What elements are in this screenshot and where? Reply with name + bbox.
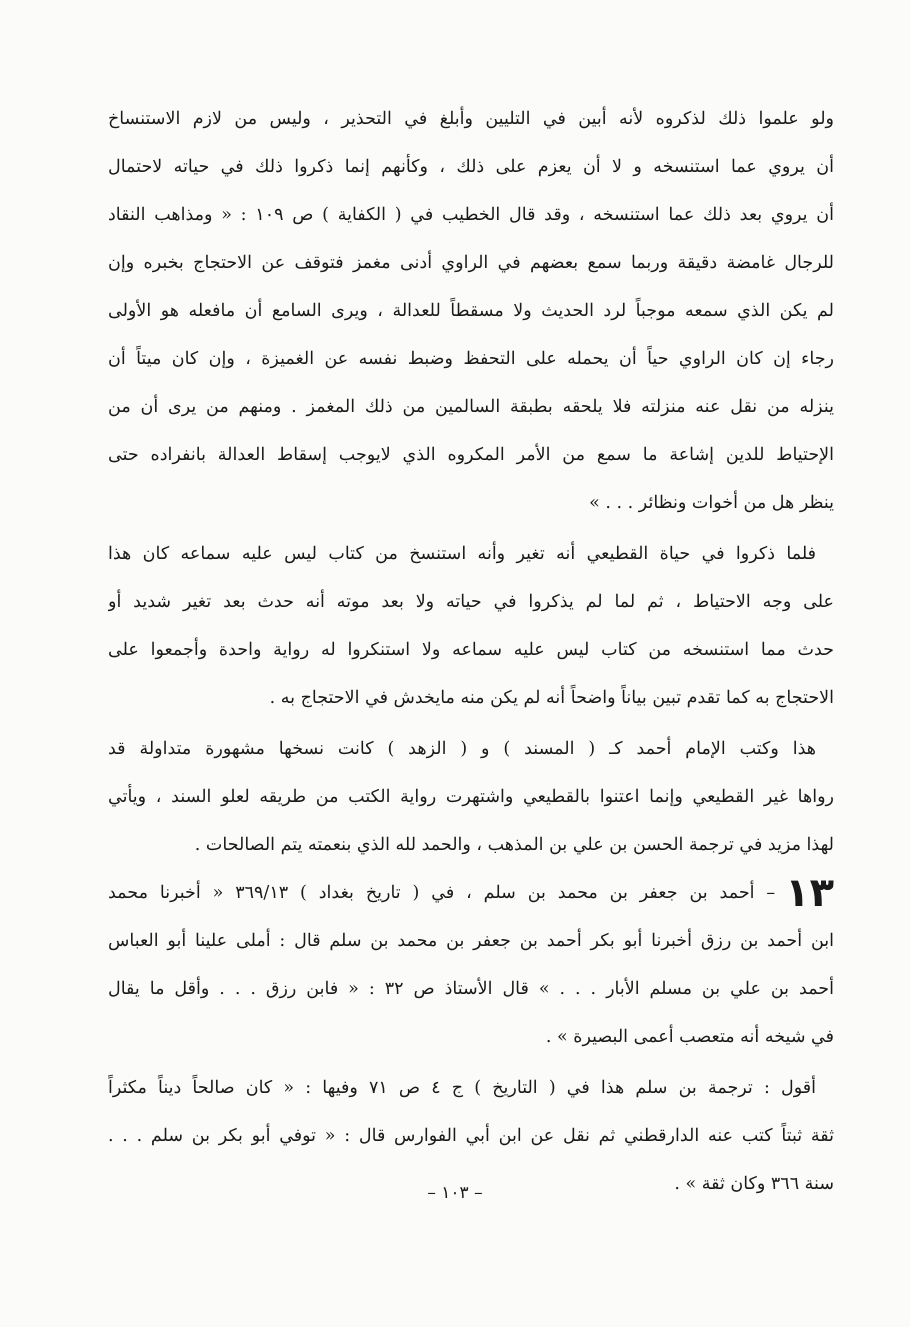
paragraph-3 xyxy=(108,725,834,869)
text-line: ابن أحمد بن رزق أخبرنا أبو بكر أحمد بن جعفر بن محمد بن سلم قال : أملى علينا أبو العباس xyxy=(108,931,834,951)
text-line: الإحتياط للدين إشاعة ما سمع من الأمر المكروه الذي لايوجب إسقاط العدالة بانفراده حتى xyxy=(108,445,834,465)
text-line: ولو علموا ذلك لذكروه لأنه أبين في التليين وأبلغ في التحذير ، وليس من لازم الاستنساخ xyxy=(108,109,834,129)
entry-heading-text: – أحمد بن جعفر بن محمد بن سلم ، في ( تاريخ بغداد ) ٣٦٩/١٣ « أخبرنا محمد xyxy=(108,883,776,903)
text-line: رواها غير القطيعي وإنما اعتنوا بالقطيعي واشتهرت رواية الكتب من طريقه لعلو السند ، ويأتي xyxy=(108,787,834,807)
text-line: حدث مما استنسخه من كتاب ليس عليه سماعه ولا استنكروا له رواية واحدة وأجمعوا على xyxy=(108,640,834,660)
page-number xyxy=(0,1183,910,1203)
entry-heading-line xyxy=(108,869,834,917)
text-line: أن يروي عما استنسخه و لا أن يعزم على ذلك ، وكأنهم إنما ذكروا ذلك في حياته لاحتمال xyxy=(108,157,834,177)
text-line: ينظر هل من أخوات ونظائر . . . » xyxy=(589,493,834,513)
entry-13 xyxy=(108,869,834,1061)
text-line: أن يروي بعد ذلك عما استنسخه ، وقد قال الخطيب في ( الكفاية ) ص ١٠٩ : « ومذاهب النقاد xyxy=(108,205,834,225)
text-line: على وجه الاحتياط ، ثم لما لم يذكروا في حياته ولا بعد موته أنه حدث بعد تغير شديد أو xyxy=(108,592,834,612)
text-line: هذا وكتب الإمام أحمد كـ ( المسند ) و ( الزهد ) كانت نسخها مشهورة متداولة قد xyxy=(108,739,816,759)
entry-number: ١٣ xyxy=(785,870,834,916)
text-line: لم يكن الذي سمعه موجباً لرد الحديث ولا مسقطاً للعدالة ، ويرى السامع أن مافعله هو الأولى xyxy=(108,301,834,321)
text-line: لهذا مزيد في ترجمة الحسن بن علي بن المذهب ، والحمد لله الذي بنعمته يتم الصالحات . xyxy=(194,835,834,855)
text-line: ثقة ثبتاً كتب عنه الدارقطني ثم نقل عن ابن أبي الفوارس قال : « توفي أبو بكر بن سلم . . . xyxy=(108,1126,834,1146)
text-line: أحمد بن علي بن مسلم الأبار . . . » قال الأستاذ ص ٣٢ : « فابن رزق . . . وأقل ما يقال xyxy=(108,979,834,999)
text-line: رجاء إن كان الراوي حياً أن يحمله على التحفظ وضبط نفسه عن الغميزة ، وإن كان ميتاً أن xyxy=(108,349,834,369)
text-line: في شيخه أنه متعصب أعمى البصيرة » . xyxy=(545,1027,834,1047)
page-number-text: – ١٠٣ – xyxy=(427,1183,483,1203)
page-body xyxy=(108,95,834,1295)
text-line: سنة ٣٦٦ وكان ثقة » . xyxy=(674,1174,834,1194)
paragraph-2 xyxy=(108,530,834,722)
text-line: فلما ذكروا في حياة القطيعي أنه تغير وأنه استنسخ من كتاب ليس عليه سماعه كان هذا xyxy=(108,544,816,564)
text-line: ينزله من نقل عنه منزلته فلا يلحقه بطبقة السالمين من ذلك المغمز . ومنهم من يرى أن من xyxy=(108,397,834,417)
text-line: للرجال غامضة دقيقة وربما سمع بعضهم في الراوي أدنى مغمز فتوقف عن الاحتجاج بخبره وإن xyxy=(108,253,834,273)
text-line: الاحتجاج به كما تقدم تبين بياناً واضحاً أنه لم يكن منه مايخدش في الاحتجاج به . xyxy=(269,688,834,708)
paragraph-1 xyxy=(108,95,834,527)
text-line: أقول : ترجمة بن سلم هذا في ( التاريخ ) ج ٤ ص ٧١ وفيها : « كان صالحاً ديناً مكثراً xyxy=(108,1078,816,1098)
